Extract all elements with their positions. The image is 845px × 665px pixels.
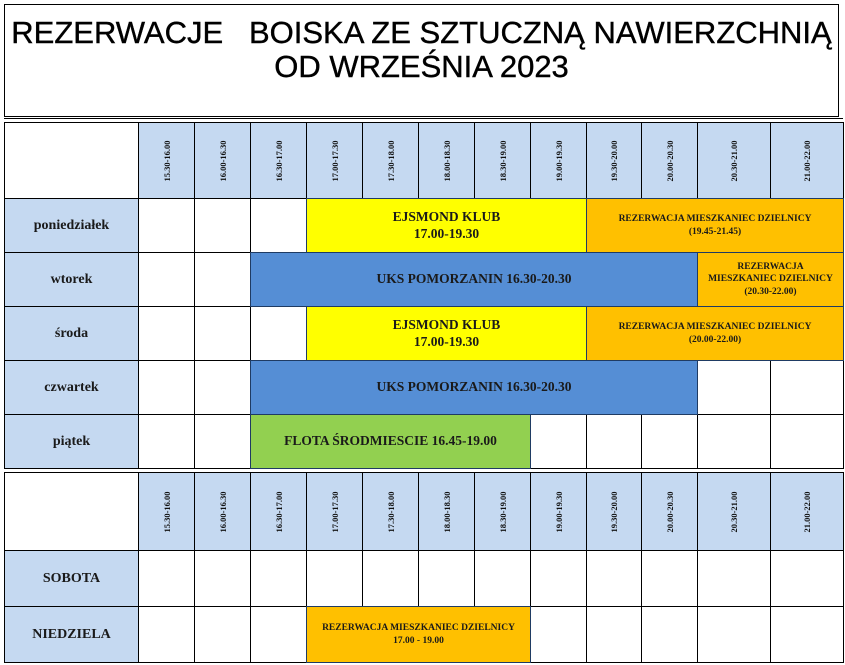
- booking-block: [306, 606, 531, 663]
- time-header-cell: [530, 122, 587, 199]
- schedule-cell: [770, 414, 844, 469]
- schedule-cell: [770, 360, 844, 415]
- time-header-cell: [586, 472, 642, 551]
- booking-text: REZERWACJA MIESZKANIEC DZIELNICY: [618, 322, 812, 333]
- time-header-cell: [770, 472, 844, 551]
- schedule-cell: [586, 414, 642, 469]
- booking-text: (20.30-22.00): [744, 286, 797, 297]
- time-slot-label: 17.30-18.00: [385, 139, 396, 182]
- schedule-cell: [138, 606, 195, 663]
- schedule-cell: [250, 550, 307, 607]
- booking-text: (19.45-21.45): [688, 226, 742, 237]
- time-header-cell: [697, 472, 771, 551]
- schedule-cell: [250, 198, 307, 253]
- time-slot-label: 17.00-17.30: [329, 139, 340, 182]
- time-header-cell: [474, 122, 531, 199]
- schedule-cell: [194, 306, 251, 361]
- time-slot-label: 19.00-19.30: [553, 490, 564, 533]
- schedule-cell: [138, 550, 195, 607]
- schedule-cell: [586, 606, 642, 663]
- time-slot-label: 15.30-16.00: [161, 139, 172, 182]
- time-slot-label: 15.30-16.00: [161, 490, 172, 533]
- page-title-line-2: OD WRZEŚNIA 2023: [274, 49, 569, 84]
- day-label-cell: [4, 252, 139, 307]
- time-header-cell: [306, 472, 363, 551]
- day-label-cell: [4, 306, 139, 361]
- day-label-cell: [4, 198, 139, 253]
- booking-block: [697, 252, 844, 307]
- day-label: poniedziałek: [33, 217, 110, 233]
- day-label-cell: [4, 606, 139, 663]
- time-header-cell: [362, 122, 419, 199]
- time-header-cell: [138, 472, 195, 551]
- schedule-cell: [194, 198, 251, 253]
- schedule-cell: [250, 606, 307, 663]
- schedule-cell: [138, 198, 195, 253]
- time-slot-label: 19.00-19.30: [553, 139, 564, 182]
- time-header-cell: [418, 472, 475, 551]
- schedule-cell: [770, 550, 844, 607]
- booking-text: EJSMOND KLUB: [392, 208, 501, 224]
- booking-text: (20.00-22.00): [688, 334, 742, 345]
- schedule-cell: [418, 550, 475, 607]
- schedule-cell: [530, 550, 587, 607]
- header-corner-cell: [4, 122, 139, 199]
- schedule-cell: [586, 550, 642, 607]
- schedule-cell: [138, 360, 195, 415]
- time-slot-label: 19.30-20.00: [609, 139, 619, 182]
- day-label: SOBOTA: [42, 570, 101, 586]
- day-label: NIEDZIELA: [32, 626, 111, 642]
- time-header-cell: [194, 472, 251, 551]
- schedule-cell: [641, 550, 698, 607]
- time-header-cell: [530, 472, 587, 551]
- booking-text: 17.00-19.30: [413, 333, 480, 349]
- time-slot-label: 16.30-17.00: [273, 139, 284, 182]
- time-slot-label: 20.00-20.30: [664, 490, 675, 533]
- schedule-cell: [530, 606, 587, 663]
- time-slot-label: 18.00-18.30: [441, 139, 452, 182]
- time-header-cell: [250, 122, 307, 199]
- time-slot-label: 18.00-18.30: [441, 490, 452, 533]
- time-header-cell: [641, 472, 698, 551]
- booking-block: [306, 198, 587, 253]
- schedule-cell: [641, 606, 698, 663]
- schedule-cell: [138, 306, 195, 361]
- booking-text: MIESZKANIEC DZIELNICY: [708, 274, 833, 285]
- time-header-cell: [362, 472, 419, 551]
- booking-text: UKS POMORZANIN 16.30-20.30: [376, 379, 572, 395]
- booking-block: [250, 252, 698, 307]
- header-corner-cell: [4, 472, 139, 551]
- time-header-cell: [641, 122, 698, 199]
- schedule-cell: [194, 414, 251, 469]
- time-slot-label: 16.00-16.30: [217, 490, 228, 533]
- booking-block: [250, 414, 531, 469]
- schedule-cell: [770, 606, 844, 663]
- time-slot-label: 16.00-16.30: [217, 139, 228, 182]
- schedule-cell: [362, 550, 419, 607]
- time-slot-label: 20.30-21.00: [729, 490, 739, 533]
- schedule-cell: [138, 252, 195, 307]
- day-label: wtorek: [50, 271, 93, 287]
- time-slot-label: 21.00-22.00: [802, 490, 812, 533]
- schedule-cell: [697, 414, 771, 469]
- time-header-cell: [770, 122, 844, 199]
- booking-text: UKS POMORZANIN 16.30-20.30: [376, 271, 572, 287]
- booking-block: [586, 198, 844, 253]
- booking-text: FLOTA ŚRODMIESCIE 16.45-19.00: [284, 433, 497, 449]
- booking-block: [306, 306, 587, 361]
- booking-text: REZERWACJA MIESZKANIEC DZIELNICY: [322, 623, 515, 634]
- schedule-cell: [306, 550, 363, 607]
- booking-text: EJSMOND KLUB: [392, 316, 501, 332]
- time-slot-label: 17.00-17.30: [329, 490, 340, 533]
- time-slot-label: 18.30-19.00: [497, 139, 508, 182]
- booking-text: REZERWACJA MIESZKANIEC DZIELNICY: [618, 214, 812, 225]
- time-header-cell: [474, 472, 531, 551]
- day-label-cell: [4, 550, 139, 607]
- booking-text: 17.00 - 19.00: [393, 635, 444, 646]
- day-label: czwartek: [44, 379, 99, 395]
- time-slot-label: 21.00-22.00: [802, 139, 812, 182]
- day-label: środa: [54, 325, 89, 341]
- schedule-cell: [530, 414, 587, 469]
- schedule-cell: [194, 606, 251, 663]
- time-slot-label: 17.30-18.00: [385, 490, 396, 533]
- schedule-cell: [474, 550, 531, 607]
- time-header-cell: [250, 472, 307, 551]
- booking-block: [586, 306, 844, 361]
- time-header-cell: [194, 122, 251, 199]
- schedule-cell: [194, 252, 251, 307]
- title-box: [4, 4, 839, 117]
- time-slot-label: 19.30-20.00: [609, 490, 619, 533]
- booking-text: 17.00-19.30: [413, 225, 480, 241]
- day-label-cell: [4, 414, 139, 469]
- time-slot-label: 20.00-20.30: [664, 139, 675, 182]
- day-label: piątek: [52, 433, 91, 449]
- time-slot-label: 20.30-21.00: [729, 139, 739, 182]
- schedule-cell: [194, 550, 251, 607]
- time-header-cell: [418, 122, 475, 199]
- schedule-cell: [697, 606, 771, 663]
- schedule-cell: [697, 550, 771, 607]
- schedule-cell: [250, 306, 307, 361]
- day-label-cell: [4, 360, 139, 415]
- booking-block: [250, 360, 698, 415]
- time-header-cell: [138, 122, 195, 199]
- schedule-cell: [194, 360, 251, 415]
- time-header-cell: [306, 122, 363, 199]
- booking-text: REZERWACJA: [737, 261, 804, 272]
- time-header-cell: [697, 122, 771, 199]
- schedule-cell: [641, 414, 698, 469]
- time-header-cell: [586, 122, 642, 199]
- page-title-line-1: REZERWACJE BOISKA ZE SZTUCZNĄ NAWIERZCHNIĄ: [11, 15, 832, 50]
- schedule-cell: [697, 360, 771, 415]
- time-slot-label: 18.30-19.00: [497, 490, 508, 533]
- schedule-cell: [138, 414, 195, 469]
- separator-top: [4, 118, 843, 119]
- time-slot-label: 16.30-17.00: [273, 490, 284, 533]
